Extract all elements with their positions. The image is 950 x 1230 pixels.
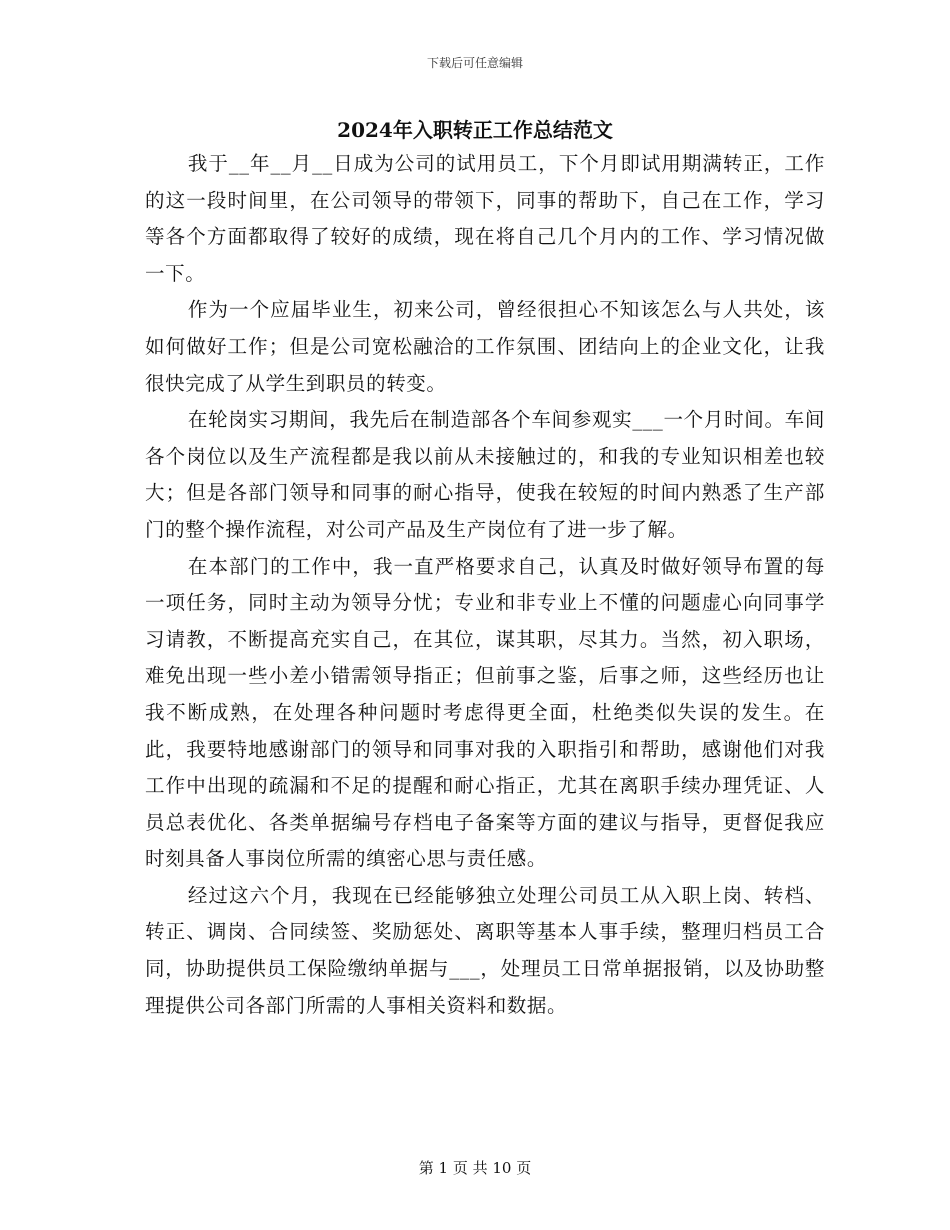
paragraph-5: 经过这六个月，我现在已经能够独立处理公司员工从入职上岗、转档、转正、调岗、合同续签、奖励惩处、离职等基本人事手续，整理归档员工合同，协助提供员工保险缴纳单据与___，处理员工日常单据报销，以及协助整理提供公司各部门所需的人事相关资料和数据。 (145, 883, 825, 1017)
paragraph-1: 我于__年__月__日成为公司的试用员工，下个月即试用期满转正，工作的这一段时间里，在公司领导的带领下，同事的帮助下，自己在工作，学习等各个方面都取得了较好的成绩，现在将自己几个月内的工作、学习情况做一下。 (145, 152, 825, 285)
header-note: 下载后可任意编辑 (426, 56, 523, 70)
paragraph-4: 在本部门的工作中，我一直严格要求自己，认真及时做好领导布置的每一项任务，同时主动为领导分忧；专业和非专业上不懂的问题虚心向同事学习请教，不断提高充实自己，在其位，谋其职，尽其力。当然，初入职场，难免出现一些小差小错需领导指正；但前事之鉴，后事之师，这些经历也让我不断成熟，在处理各种问题时考虑得更全面，杜绝类似失误的发生。在此，我要特地感谢部门的领导和同事对我的入职指引和帮助，感谢他们对我工作中出现的疏漏和不足的提醒和耐心指正，尤其在离职手续办理凭证、人员总表优化、各类单据编号存档电子备案等方面的建议与指导，更督促我应时刻具备人事岗位所需的缜密心思与责任感。 (145, 554, 825, 871)
document-title: 2024年入职转正工作总结范文 (337, 118, 613, 142)
paragraph-2: 作为一个应届毕业生，初来公司，曾经很担心不知该怎么与人共处，该如何做好工作；但是公司宽松融洽的工作氛围、团结向上的企业文化，让我很快完成了从学生到职员的转变。 (145, 298, 825, 395)
document-body (145, 146, 825, 1024)
page-number: 第 1 页 共 10 页 (418, 1159, 532, 1177)
paragraph-3: 在轮岗实习期间，我先后在制造部各个车间参观实___一个月时间。车间各个岗位以及生产流程都是我以前从未接触过的，和我的专业知识相差也较大；但是各部门领导和同事的耐心指导，使我在较短的时间内熟悉了生产部门的整个操作流程，对公司产品及生产岗位有了进一步了解。 (145, 408, 825, 541)
